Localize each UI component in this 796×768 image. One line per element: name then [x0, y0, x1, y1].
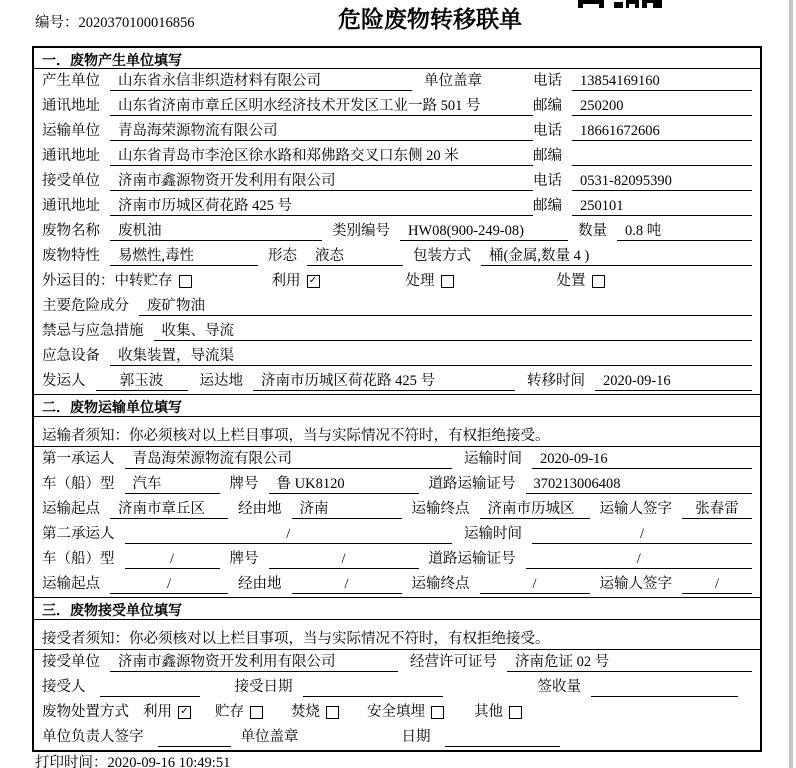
receiver-address-label: 通讯地址 — [42, 198, 100, 214]
receiver-zip-value: 250101 — [572, 196, 752, 216]
packaging-label: 包装方式 — [413, 248, 471, 264]
carrier-signature-2-value: / — [682, 574, 752, 594]
road-permit-label: 道路运输证号 — [428, 476, 516, 492]
quantity-value: 0.8 吨 — [617, 221, 752, 241]
transporter-unit-value: 青岛海荣源物流有限公司 — [110, 121, 533, 141]
option-transit-storage-label: 中转贮存 — [114, 273, 173, 289]
route-via-label: 经由地 — [238, 501, 282, 517]
date-label: 日期 — [401, 729, 431, 745]
transfer-date-label: 转移时间 — [527, 373, 585, 389]
route-row-2 — [34, 572, 760, 597]
outbound-purpose-label: 外运目的： — [42, 273, 115, 289]
producer-phone-label: 电话 — [533, 73, 562, 89]
waste-property-label: 废物特性 — [42, 248, 100, 264]
transporter-phone-label: 电话 — [533, 123, 562, 139]
first-carrier-row — [34, 447, 760, 472]
hazard-component-label: 主要危险成分 — [42, 298, 129, 314]
producer-unit-row — [34, 69, 760, 94]
transporter-address-label: 通讯地址 — [42, 148, 100, 164]
road-permit-2-label: 道路运输证号 — [428, 551, 516, 567]
serial-label: 编号： — [35, 15, 79, 31]
checkbox-recv-utilize: ✓ — [178, 706, 191, 719]
plate-number-2-label: 牌号 — [229, 551, 259, 567]
packaging-value: 桶(金属,数量 4 ) — [481, 246, 752, 266]
route-end-label: 运输终点 — [411, 501, 470, 517]
plate-number-2-value: / — [269, 549, 419, 569]
option-incinerate-label: 焚烧 — [291, 704, 320, 720]
route-via-2-label: 经由地 — [238, 576, 282, 592]
carrier-signature-value: 张春雷 — [682, 499, 752, 519]
emergency-equipment-row — [34, 344, 760, 369]
producer-address-label: 通讯地址 — [42, 98, 100, 114]
transport-time-label: 运输时间 — [464, 451, 522, 467]
vehicle-type-2-row — [34, 547, 760, 572]
producer-address-value: 山东省济南市章丘区明水经济技术开发区工业一路 501 号 — [110, 96, 533, 116]
carrier-signature-2-label: 运输人签字 — [599, 576, 672, 592]
transport-time-value: 2020-09-16 — [532, 449, 752, 469]
route-row-1 — [34, 497, 760, 522]
section-1-title: 一．废物产生单位填写 — [34, 48, 760, 69]
category-code-value: HW08(900-249-08) — [400, 221, 568, 241]
accept-date-label: 接受日期 — [234, 679, 293, 695]
hazard-component-value: 废矿物油 — [139, 296, 752, 316]
license-number-value: 济南危证 02 号 — [507, 652, 752, 672]
vehicle-type-2-value: / — [125, 549, 220, 569]
route-origin-2-label: 运输起点 — [42, 576, 100, 592]
checkbox-landfill — [431, 706, 444, 719]
checkbox-utilize: ✓ — [307, 275, 320, 288]
transporter-address-row — [34, 144, 760, 169]
consignor-label: 发运人 — [42, 373, 86, 389]
manifest-form — [32, 46, 762, 752]
vehicle-type-label: 车（船）型 — [42, 476, 115, 492]
print-time — [35, 751, 230, 768]
quantity-label: 数量 — [578, 223, 607, 239]
section-2-title: 二．废物运输单位填写 — [34, 394, 760, 417]
accepting-unit-value: 济南市鑫源物资开发利用有限公司 — [110, 652, 398, 672]
waste-name-row — [34, 219, 760, 244]
route-via-2-value: / — [292, 574, 402, 594]
road-permit-value: 370213006408 — [526, 474, 753, 494]
accepting-unit-row — [34, 650, 760, 675]
consignor-value: 郭玉波 — [96, 371, 188, 391]
signed-quantity-value — [591, 677, 738, 697]
serial-value: 2020370100016856 — [78, 15, 195, 31]
disposal-method-row — [34, 700, 760, 725]
unit-seal-2-label: 单位盖章 — [240, 729, 299, 745]
accepting-unit-label: 接受单位 — [42, 654, 100, 670]
unit-seal-label: 单位盖章 — [424, 73, 482, 89]
first-carrier-value: 青岛海荣源物流有限公司 — [125, 449, 453, 469]
license-number-label: 经营许可证号 — [410, 654, 497, 670]
checkbox-dispose — [592, 275, 605, 288]
receiver-notice: 接受者须知：你必须核对以上栏目事项，当与实际情况不符时，有权拒绝接受。 — [34, 620, 760, 650]
transport-time-2-value: / — [532, 524, 752, 544]
print-time-value: 2020-09-16 10:49:51 — [107, 755, 231, 768]
option-utilize-label: 利用 — [271, 273, 301, 289]
receiver-unit-row — [34, 169, 760, 194]
disposal-method-label: 废物处置方式 — [42, 704, 129, 720]
category-code-label: 类别编号 — [332, 223, 390, 239]
print-time-label: 打印时间： — [35, 755, 108, 768]
checkbox-incinerate — [326, 706, 339, 719]
route-end-2-value: / — [480, 574, 590, 594]
option-treat-label: 处理 — [405, 273, 435, 289]
second-carrier-value: / — [125, 524, 453, 544]
transporter-zip-value — [572, 146, 752, 166]
producer-zip-label: 邮编 — [533, 98, 562, 114]
receiver-zip-label: 邮编 — [533, 198, 562, 214]
page-edge — [789, 0, 793, 768]
transport-time-2-label: 运输时间 — [464, 526, 522, 542]
road-permit-2-value: / — [526, 549, 753, 569]
qr-code-fragment-icon — [578, 0, 662, 8]
destination-label: 运达地 — [199, 373, 243, 389]
acceptor-label: 接受人 — [42, 679, 86, 695]
consignor-row — [34, 369, 760, 394]
route-origin-label: 运输起点 — [42, 501, 100, 517]
form-state-label: 形态 — [268, 248, 297, 264]
outbound-purpose-row — [34, 269, 760, 294]
plate-number-label: 牌号 — [229, 476, 259, 492]
vehicle-type-row — [34, 472, 760, 497]
emergency-equipment-label: 应急设备 — [42, 348, 100, 364]
receiver-phone-value: 0531-82095390 — [572, 171, 752, 191]
producer-zip-value: 250200 — [572, 96, 752, 116]
form-title: 危险废物转移联单 — [338, 6, 522, 32]
waste-property-value: 易燃性,毒性 — [110, 246, 258, 266]
option-dispose-label: 处置 — [556, 273, 586, 289]
emergency-equipment-value: 收集装置，导流渠 — [110, 346, 752, 366]
checkbox-recv-storage — [250, 706, 263, 719]
route-origin-2-value: / — [110, 574, 228, 594]
second-carrier-label: 第二承运人 — [42, 526, 115, 542]
checkbox-treat — [441, 275, 454, 288]
transporter-unit-label: 运输单位 — [42, 123, 100, 139]
plate-number-value: 鲁 UK8120 — [269, 474, 419, 494]
route-end-2-label: 运输终点 — [411, 576, 470, 592]
producer-phone-value: 13854169160 — [572, 71, 752, 91]
transfer-date-value: 2020-09-16 — [595, 371, 752, 391]
option-other-label: 其他 — [474, 704, 503, 720]
acceptor-value — [100, 677, 200, 697]
option-recv-utilize-label: 利用 — [143, 704, 172, 720]
section-3-title: 三．废物接受单位填写 — [34, 597, 760, 620]
serial-number — [35, 11, 195, 32]
date-value — [445, 727, 560, 747]
checkbox-transit-storage — [179, 275, 192, 288]
contraindication-label: 禁忌与应急措施 — [42, 323, 144, 339]
producer-unit-value: 山东省永信非织造材料有限公司 — [110, 71, 412, 91]
vehicle-type-2-label: 车（船）型 — [42, 551, 115, 567]
producer-unit-label: 产生单位 — [42, 73, 100, 89]
option-recv-storage-label: 贮存 — [215, 704, 244, 720]
destination-value: 济南市历城区荷花路 425 号 — [253, 371, 515, 391]
carrier-signature-label: 运输人签字 — [599, 501, 672, 517]
transporter-notice: 运输者须知：你必须核对以上栏目事项，当与实际情况不符时，有权拒绝接受。 — [34, 417, 760, 447]
transporter-unit-row — [34, 119, 760, 144]
route-via-value: 济南 — [292, 499, 402, 519]
contraindication-row — [34, 319, 760, 344]
second-carrier-row — [34, 522, 760, 547]
responsible-signature-label: 单位负责人签字 — [42, 729, 144, 745]
receiver-address-row — [34, 194, 760, 219]
transporter-phone-value: 18661672606 — [572, 121, 752, 141]
accept-date-value — [303, 677, 443, 697]
contraindication-value: 收集、导流 — [154, 321, 753, 341]
receiver-unit-label: 接受单位 — [42, 173, 100, 189]
transporter-address-value: 山东省青岛市李沧区徐水路和郑佛路交叉口东侧 20 米 — [110, 146, 533, 166]
first-carrier-label: 第一承运人 — [42, 451, 115, 467]
hazard-component-row — [34, 294, 760, 319]
responsible-signature-value — [158, 727, 231, 747]
vehicle-type-value: 汽车 — [125, 474, 220, 494]
waste-name-label: 废物名称 — [42, 223, 100, 239]
form-state-value: 液态 — [307, 246, 403, 266]
signed-quantity-label: 签收量 — [537, 679, 581, 695]
waste-property-row — [34, 244, 760, 269]
acceptor-row — [34, 675, 760, 700]
receiver-address-value: 济南市历城区荷花路 425 号 — [110, 196, 533, 216]
receiver-phone-label: 电话 — [533, 173, 562, 189]
route-origin-value: 济南市章丘区 — [110, 499, 228, 519]
producer-address-row — [34, 94, 760, 119]
waste-name-value: 废机油 — [110, 221, 322, 241]
responsible-signature-row — [34, 725, 760, 750]
transporter-zip-label: 邮编 — [533, 148, 562, 164]
option-landfill-label: 安全填埋 — [367, 704, 425, 720]
receiver-unit-value: 济南市鑫源物资开发利用有限公司 — [110, 171, 533, 191]
route-end-value: 济南市历城区 — [480, 499, 590, 519]
checkbox-other — [509, 706, 522, 719]
